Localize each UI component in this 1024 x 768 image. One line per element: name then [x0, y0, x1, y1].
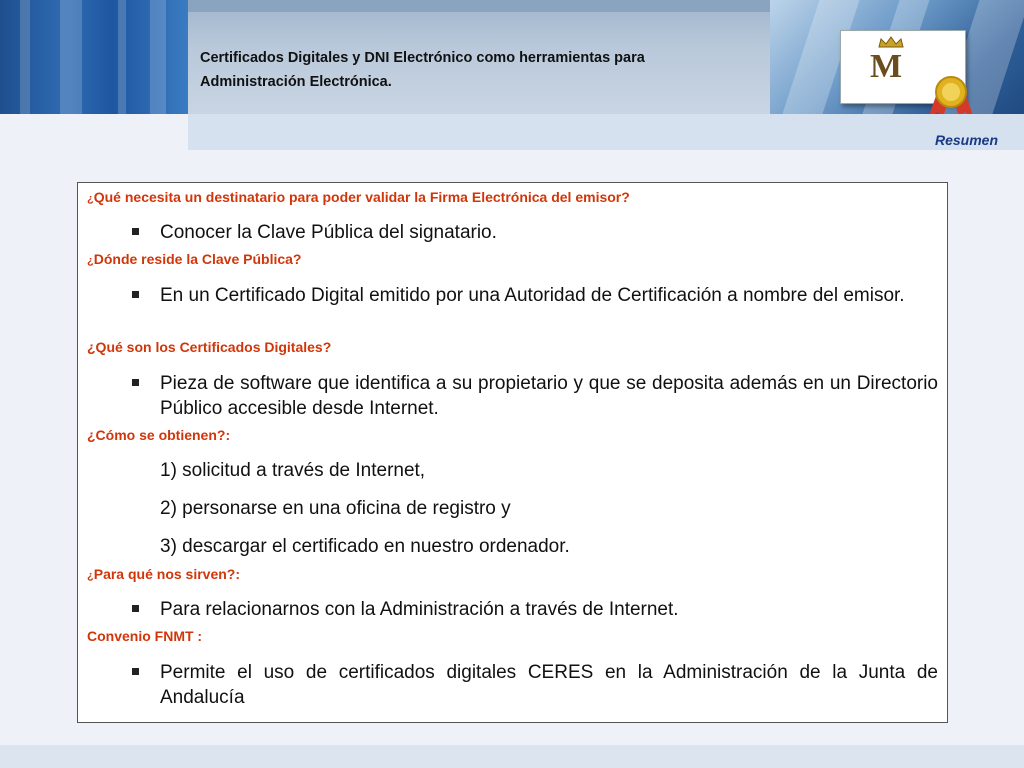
question-6: Convenio FNMT : — [87, 628, 203, 644]
answer-1: Conocer la Clave Pública del signatario. — [160, 222, 497, 243]
answer-2: En un Certificado Digital emitido por una Autoridad de Certificación a nombre del emisor. — [160, 285, 905, 306]
square-bullet-icon — [132, 291, 139, 298]
fnmt-logo-letter: M — [870, 48, 903, 85]
section-subtitle: Resumen — [934, 132, 998, 148]
square-bullet-icon — [132, 605, 139, 612]
step-3: 3) descargar el certificado en nuestro ordenador. — [160, 536, 570, 557]
subtitle-bar — [188, 114, 1024, 150]
footer-strip — [0, 745, 1024, 768]
question-1: ¿Qué necesita un destinatario para poder validar la Firma Electrónica del emisor? — [87, 189, 630, 205]
title-line-1: Certificados Digitales y DNI Electrónico como herramientas para — [200, 50, 645, 66]
square-bullet-icon — [132, 228, 139, 235]
crown-icon — [878, 36, 904, 48]
step-1: 1) solicitud a través de Internet, — [160, 460, 426, 481]
title-line-2: Administración Electrónica. — [200, 74, 392, 90]
header-decoration-left — [0, 0, 188, 114]
question-2: ¿Dónde reside la Clave Pública? — [87, 251, 302, 267]
answer-5: Para relacionarnos con la Administración a través de Internet. — [160, 599, 679, 620]
answer-6: Permite el uso de certificados digitales CERES en la Administración de la Junta de Andalucía — [160, 662, 938, 708]
square-bullet-icon — [132, 379, 139, 386]
answer-3: Pieza de software que identifica a su propietario y que se deposita además en un Directorio Público accesible desde Internet. — [160, 373, 938, 419]
page-title — [200, 46, 760, 94]
question-3: ¿Qué son los Certificados Digitales? — [87, 339, 332, 355]
square-bullet-icon — [132, 668, 139, 675]
question-4: ¿Cómo se obtienen?: — [87, 427, 231, 443]
question-5: ¿Para qué nos sirven?: — [87, 566, 241, 582]
step-2: 2) personarse en una oficina de registro y — [160, 498, 511, 519]
content-box — [77, 182, 948, 723]
